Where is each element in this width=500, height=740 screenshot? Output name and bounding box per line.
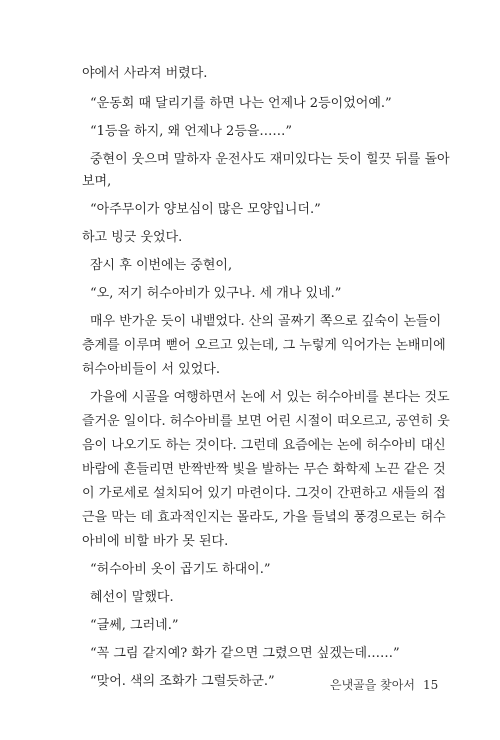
- text-line: “오, 저기 허수아비가 있구나. 세 개나 있네.”: [90, 286, 342, 301]
- running-title: 은냇골을 찾아서: [330, 678, 415, 692]
- page-number: 15: [422, 678, 439, 692]
- text-line: 야에서 사라져 버렸다.: [82, 66, 208, 81]
- text-line: “운동회 때 달리기를 하면 나는 언제나 2등이었어예.”: [90, 96, 392, 111]
- text-line: “허수아비 옷이 곱기도 하대이.”: [90, 562, 271, 577]
- text-line: 즐거운 일이다. 허수아비를 보면 어린 시절이 떠오르고, 공연히 웃: [82, 414, 450, 429]
- text-line: 근을 막는 데 효과적인지는 몰라도, 가을 들녘의 풍경으로는 허수: [82, 510, 446, 525]
- text-line: 층계를 이루며 뻗어 오르고 있는데, 그 누렇게 익어가는 논배미에: [82, 338, 446, 353]
- text-line: “꼭 그림 같지예? 화가 같으면 그렸으면 싶겠는데……”: [90, 646, 400, 661]
- text-line: 보며,: [82, 174, 112, 189]
- text-line: 아비에 비할 바가 못 된다.: [82, 534, 229, 549]
- text-line: “맞어. 색의 조화가 그럴듯하군.”: [90, 674, 275, 689]
- text-line: “아주무이가 양보심이 많은 모양입니더.”: [90, 202, 321, 217]
- text-line: 중현이 웃으며 말하자 운전사도 재미있다는 듯이 힐끗 뒤를 돌아: [90, 152, 450, 167]
- text-line: “1등을 하지, 왜 언제나 2등을……”: [90, 124, 293, 139]
- text-line: 매우 반가운 듯이 내뱉었다. 산의 골짜기 쪽으로 깊숙이 논들이: [90, 314, 442, 329]
- text-line: 하고 빙긋 웃었다.: [82, 230, 183, 245]
- text-line: 허수아비들이 서 있었다.: [82, 362, 220, 377]
- text-line: “글쎄, 그러네.”: [90, 618, 179, 633]
- page-footer: [330, 676, 438, 693]
- text-line: 혜선이 말했다.: [90, 590, 174, 605]
- text-line: 잠시 후 이번에는 중현이,: [90, 258, 233, 273]
- text-line: 이 가로세로 설치되어 있기 마련이다. 그것이 간편하고 새들의 접: [82, 486, 446, 501]
- text-line: 음이 나오기도 하는 것이다. 그런데 요즘에는 논에 허수아비 대신: [82, 438, 446, 453]
- text-line: 가을에 시골을 여행하면서 논에 서 있는 허수아비를 본다는 것도: [90, 390, 450, 405]
- text-line: 바람에 흔들리면 반짝반짝 빛을 발하는 무슨 화학제 노끈 같은 것: [82, 462, 446, 477]
